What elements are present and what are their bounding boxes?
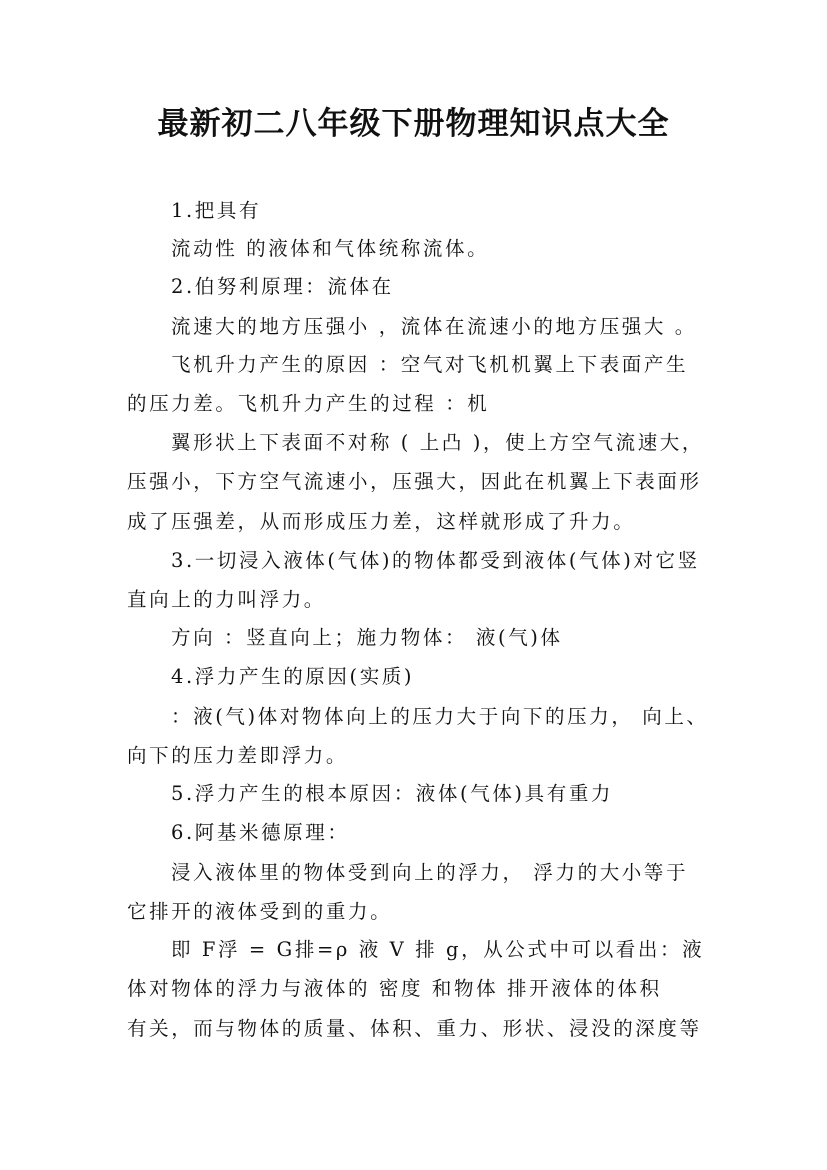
text-line: 的压力差。飞机升力产生的过程 ：机 (127, 392, 490, 415)
text-line: 4.浮力产生的原因(实质) (171, 665, 415, 688)
text-line: 1.把具有 (171, 199, 262, 222)
document-title: 最新初二八年级下册物理知识点大全 (157, 106, 670, 142)
text-line: 流动性 的液体和气体统称流体。 (171, 237, 490, 260)
text-line: 压强小，下方空气流速小，压强大，因此在机翼上下表面形 (127, 470, 702, 493)
text-line: 翼形状上下表面不对称 ( 上凸 )，使上方空气流速大， (171, 431, 705, 454)
text-line: 3.一切浸入液体(气体)的物体都受到液体(气体)对它竖 (171, 549, 700, 572)
text-line: 有关，而与物体的质量、体积、重力、形状、浸没的深度等 (127, 1017, 702, 1040)
text-line: 5.浮力产生的根本原因：液体(气体)具有重力 (171, 782, 614, 805)
text-line: 体对物体的浮力与液体的 密度 和物体 排开液体的体积 (127, 977, 662, 1000)
text-line: 2.伯努利原理：流体在 (171, 275, 394, 298)
text-line: 飞机升力产生的原因 ：空气对飞机机翼上下表面产生 (171, 353, 689, 376)
text-line: 即 F浮 = G排=ρ 液 V 排 g，从公式中可以看出：液 (171, 938, 705, 961)
text-line: 向下的压力差即浮力。 (127, 744, 349, 767)
text-line: 方向 ：竖直向上；施力物体： 液(气)体 (171, 626, 563, 649)
text-line: 流速大的地方压强小 ，流体在流速小的地方压强大 。 (171, 315, 697, 338)
text-line: 成了压强差，从而形成压力差，这样就形成了升力。 (127, 510, 636, 533)
text-line: 浸入液体里的物体受到向上的浮力， 浮力的大小等于 (171, 861, 689, 884)
text-line: 它排开的液体受到的重力。 (127, 900, 393, 923)
text-line: 直向上的力叫浮力。 (127, 588, 326, 611)
text-line: 6.阿基米德原理： (171, 821, 350, 844)
text-line: ：液(气)体对物体向上的压力大于向下的压力， 向上、 (171, 705, 709, 728)
